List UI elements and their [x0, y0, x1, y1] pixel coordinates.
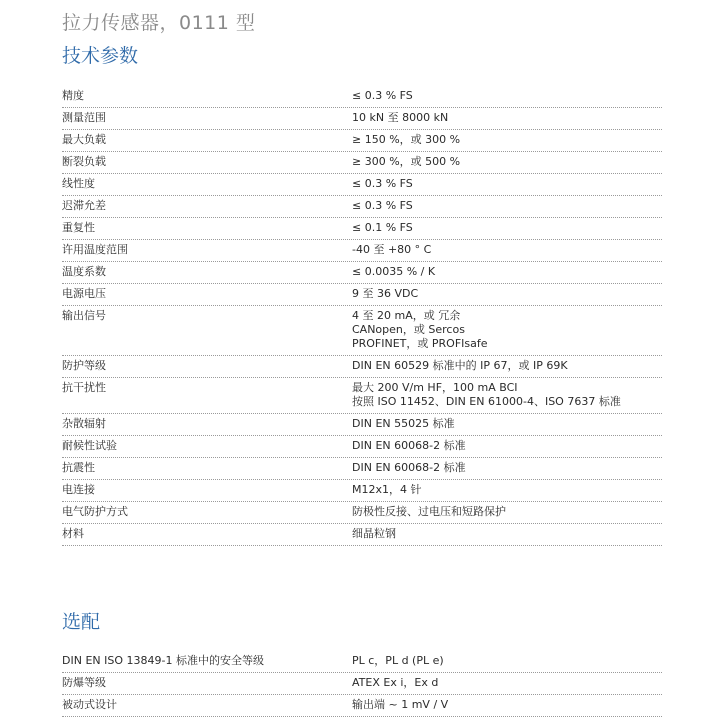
- row-value-line: 细晶粒钢: [352, 527, 396, 540]
- spec-row: [62, 306, 662, 356]
- row-label: 被动式设计: [62, 698, 117, 711]
- row-label: DIN EN ISO 13849-1 标准中的安全等级: [62, 654, 264, 667]
- row-value-line: PL c，PL d (PL e): [352, 654, 444, 667]
- row-label: 输出信号: [62, 309, 106, 322]
- spec-row: [62, 174, 662, 196]
- row-value: [352, 654, 662, 668]
- row-value: [352, 221, 662, 235]
- row-label: 断裂负载: [62, 155, 106, 168]
- row-label: 防爆等级: [62, 676, 106, 689]
- row-value: [352, 199, 662, 213]
- row-label: 重复性: [62, 221, 95, 234]
- row-value: [352, 483, 662, 497]
- row-value: [352, 359, 662, 373]
- option-row: [62, 673, 662, 695]
- spec-row: [62, 240, 662, 262]
- row-value: [352, 417, 662, 431]
- options-table: [62, 651, 662, 717]
- spec-row: [62, 458, 662, 480]
- row-value-line: 10 kN 至 8000 kN: [352, 111, 449, 124]
- row-value-line: M12x1，4 针: [352, 483, 422, 496]
- row-value-line: ≥ 300 %，或 500 %: [352, 155, 461, 168]
- spec-row: [62, 436, 662, 458]
- spec-row: [62, 378, 662, 414]
- row-value: [352, 309, 662, 351]
- row-label: 精度: [62, 89, 84, 102]
- technical-specs-table: [62, 86, 662, 546]
- row-label: 许用温度范围: [62, 243, 128, 256]
- row-label: 电源电压: [62, 287, 106, 300]
- spec-row: [62, 480, 662, 502]
- row-value: [352, 89, 662, 103]
- product-title: 拉力传感器，0111 型: [62, 12, 256, 34]
- row-value-line: ≤ 0.3 % FS: [352, 89, 413, 102]
- spec-row: [62, 262, 662, 284]
- row-value-line: CANopen，或 Sercos: [352, 323, 465, 336]
- options-heading: 选配: [62, 611, 101, 633]
- row-value-line: -40 至 +80 ° C: [352, 243, 432, 256]
- row-value: [352, 527, 662, 541]
- row-value-line: 输出端 ~ 1 mV / V: [352, 698, 449, 711]
- spec-row: [62, 218, 662, 240]
- row-label: 温度系数: [62, 265, 106, 278]
- spec-row: [62, 196, 662, 218]
- spec-row: [62, 502, 662, 524]
- row-value: [352, 505, 662, 519]
- row-value: [352, 381, 662, 409]
- row-value: [352, 461, 662, 475]
- row-label: 测量范围: [62, 111, 106, 124]
- row-value-line: ≥ 150 %，或 300 %: [352, 133, 461, 146]
- spec-row: [62, 414, 662, 436]
- spec-row: [62, 356, 662, 378]
- row-value-line: ATEX Ex i，Ex d: [352, 676, 439, 689]
- spec-row: [62, 108, 662, 130]
- row-value: [352, 287, 662, 301]
- row-value-line: DIN EN 55025 标准: [352, 417, 455, 430]
- row-value: [352, 265, 662, 279]
- spec-row: [62, 130, 662, 152]
- spec-row: [62, 524, 662, 546]
- row-value: [352, 439, 662, 453]
- row-value: [352, 177, 662, 191]
- row-label: 电气防护方式: [62, 505, 128, 518]
- row-value-line: DIN EN 60068-2 标准: [352, 461, 466, 474]
- row-value-line: DIN EN 60529 标准中的 IP 67，或 IP 69K: [352, 359, 568, 372]
- row-value-line: ≤ 0.3 % FS: [352, 177, 413, 190]
- row-label: 抗干扰性: [62, 381, 106, 394]
- row-label: 杂散辐射: [62, 417, 106, 430]
- row-label: 抗震性: [62, 461, 95, 474]
- row-label: 最大负载: [62, 133, 106, 146]
- row-value-line: ≤ 0.0035 % / K: [352, 265, 436, 278]
- spec-row: [62, 86, 662, 108]
- row-value: [352, 243, 662, 257]
- spec-row: [62, 152, 662, 174]
- row-value: [352, 676, 662, 690]
- row-value: [352, 111, 662, 125]
- row-value-line: DIN EN 60068-2 标准: [352, 439, 466, 452]
- row-value-line: PROFINET，或 PROFIsafe: [352, 337, 488, 350]
- spec-row: [62, 284, 662, 306]
- row-value-line: 防极性反接、过电压和短路保护: [352, 505, 506, 518]
- technical-specs-heading: 技术参数: [62, 45, 139, 67]
- row-label: 防护等级: [62, 359, 106, 372]
- row-value-line: 按照 ISO 11452、DIN EN 61000-4、ISO 7637 标准: [352, 395, 621, 408]
- row-value-line: ≤ 0.1 % FS: [352, 221, 413, 234]
- row-label: 耐候性试验: [62, 439, 117, 452]
- option-row: [62, 695, 662, 717]
- row-label: 电连接: [62, 483, 95, 496]
- row-value-line: 最大 200 V/m HF，100 mA BCI: [352, 381, 518, 394]
- row-value: [352, 133, 662, 147]
- row-value-line: 9 至 36 VDC: [352, 287, 419, 300]
- row-value-line: ≤ 0.3 % FS: [352, 199, 413, 212]
- row-label: 材料: [62, 527, 84, 540]
- row-value: [352, 155, 662, 169]
- row-value-line: 4 至 20 mA，或 冗余: [352, 309, 461, 322]
- row-label: 线性度: [62, 177, 95, 190]
- row-value: [352, 698, 662, 712]
- row-label: 迟滞允差: [62, 199, 106, 212]
- option-row: [62, 651, 662, 673]
